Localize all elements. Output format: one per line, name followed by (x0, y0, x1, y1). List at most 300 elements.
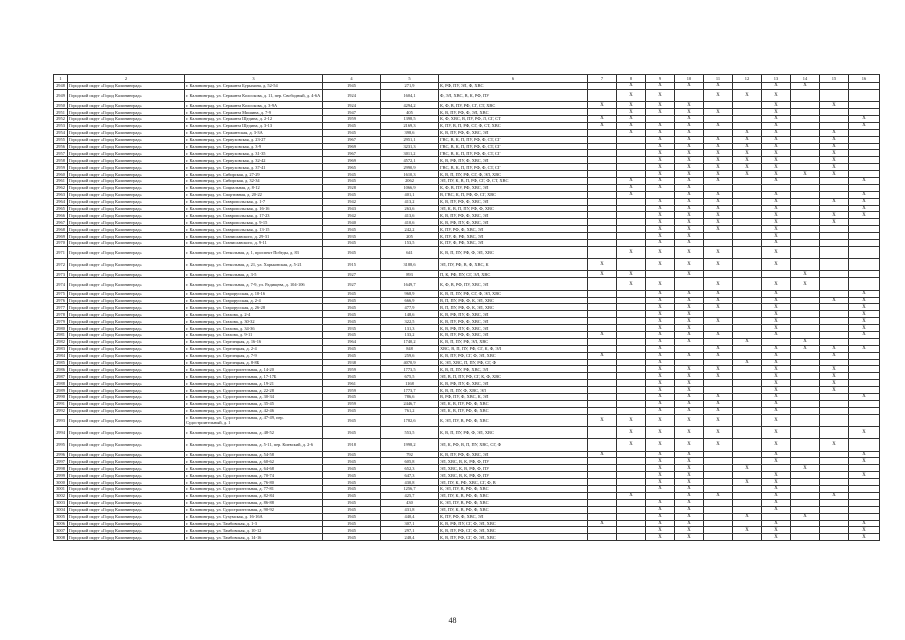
mark-cell (704, 380, 733, 387)
mark-cell: X (820, 373, 849, 380)
address-cell: г. Калининград, ул. Судостроительная, д. 82-84 (185, 492, 323, 499)
area-cell: 263,6 (381, 205, 439, 212)
elements-cell: Ф, ЭЛ, ХВС, В, К, РФ, ПУ (439, 89, 588, 101)
elements-cell: В, П, ПУ, РФ, Ф, К, ЭЛ, ХВС (439, 304, 588, 311)
row-number: 3005 (54, 513, 68, 520)
elements-cell: К, ПУ, Ф, РФ, ХВС, ЭЛ (439, 240, 588, 247)
mark-cell: X (646, 400, 675, 407)
housing-register-table (53, 74, 880, 541)
mark-cell: X (762, 290, 791, 297)
mark-cell (791, 191, 820, 198)
mark-cell (588, 486, 617, 493)
mark-cell: X (704, 150, 733, 157)
owner-cell: Городской округ «Город Калининград» (68, 400, 185, 407)
area-cell: 205 (381, 233, 439, 240)
address-cell: г. Калининград, ул. Судостроительная, д. 77-81 (185, 486, 323, 493)
address-cell: г. Калининград, ул. Стрелецкая, д. 16-16 (185, 338, 323, 345)
area-cell: 4070,9 (381, 359, 439, 366)
mark-cell (791, 177, 820, 184)
mark-cell (791, 304, 820, 311)
mark-cell (791, 115, 820, 122)
mark-cell (791, 520, 820, 527)
mark-cell (617, 332, 646, 339)
mark-cell (588, 506, 617, 513)
area-cell: 425,7 (381, 492, 439, 499)
mark-cell (791, 359, 820, 366)
owner-cell: Городской округ «Город Калининград» (68, 345, 185, 352)
address-cell: г. Калининград, ул. Судостроительная, д. 64-68 (185, 465, 323, 472)
owner-cell: Городской округ «Город Калининград» (68, 226, 185, 233)
area-cell: 1649,7 (381, 278, 439, 290)
elements-cell: ЭЛ, ПУ, К, В, РФ, Ф, ХВС (439, 492, 588, 499)
elements-cell: К, В, РФ, ПУ, Ф, ХВС, ЭЛ (439, 311, 588, 318)
mark-cell (820, 458, 849, 465)
mark-cell: X (617, 191, 646, 198)
mark-cell (704, 240, 733, 247)
mark-cell (791, 109, 820, 116)
area-cell: 1168 (381, 380, 439, 387)
area-cell: 553,5 (381, 427, 439, 439)
mark-cell: X (646, 387, 675, 394)
area-cell: 1998,2 (381, 439, 439, 451)
year-cell: 1945 (323, 513, 381, 520)
mark-cell: X (762, 387, 791, 394)
mark-cell: X (791, 171, 820, 178)
year-cell: 1945 (323, 240, 381, 247)
mark-cell: X (849, 318, 880, 325)
mark-cell (617, 143, 646, 150)
column-header: 11 (704, 75, 733, 83)
table-row (54, 311, 880, 318)
mark-cell: X (646, 89, 675, 101)
year-cell: 1942 (323, 212, 381, 219)
mark-cell: X (733, 465, 762, 472)
mark-cell (849, 259, 880, 271)
mark-cell: X (675, 259, 704, 271)
mark-cell: X (588, 115, 617, 122)
address-cell: г. Калининград, ул. Судостроительная, д. 14-20 (185, 366, 323, 373)
address-cell: г. Калининград, ул. Сержанта Щедина, д. 3-13 (185, 122, 323, 129)
mark-cell (791, 184, 820, 191)
elements-cell: К, ЭЛ, ПУ, В, РФ, Ф, ХВС (439, 414, 588, 426)
row-number: 2969 (54, 233, 68, 240)
mark-cell: X (646, 240, 675, 247)
elements-cell: В, П, ПУ, РФ, Ф, К, ЭЛ, ХВС (439, 297, 588, 304)
area-cell: 405 (381, 109, 439, 116)
owner-cell: Городской округ «Город Калининград» (68, 472, 185, 479)
row-number: 2953 (54, 122, 68, 129)
mark-cell (733, 290, 762, 297)
mark-cell (588, 318, 617, 325)
mark-cell (733, 233, 762, 240)
mark-cell: X (762, 212, 791, 219)
year-cell: 1945 (323, 345, 381, 352)
area-cell: 2169,3 (381, 122, 439, 129)
mark-cell (849, 271, 880, 278)
mark-cell: X (675, 513, 704, 520)
area-cell: 1610,3 (381, 171, 439, 178)
owner-cell: Городской округ «Город Калининград» (68, 499, 185, 506)
year-cell: 1945 (323, 246, 381, 258)
mark-cell (617, 311, 646, 318)
table-row (54, 520, 880, 527)
table-row (54, 527, 880, 534)
mark-cell (588, 212, 617, 219)
mark-cell (820, 259, 849, 271)
owner-cell: Городской округ «Город Калининград» (68, 115, 185, 122)
mark-cell: X (646, 184, 675, 191)
mark-cell (849, 465, 880, 472)
year-cell: 1945 (323, 520, 381, 527)
elements-cell: К, В, РФ, ПУ, СГ, Ф, ЭЛ, ХВС (439, 520, 588, 527)
row-number: 2985 (54, 359, 68, 366)
year-cell: 1927 (323, 278, 381, 290)
mark-cell (588, 373, 617, 380)
mark-cell (733, 297, 762, 304)
mark-cell (762, 465, 791, 472)
mark-cell (791, 499, 820, 506)
mark-cell (617, 486, 646, 493)
mark-cell (820, 506, 849, 513)
row-number: 2970 (54, 240, 68, 247)
mark-cell (791, 506, 820, 513)
mark-cell (704, 338, 733, 345)
owner-cell: Городской округ «Город Калининград» (68, 311, 185, 318)
mark-cell (820, 226, 849, 233)
mark-cell: X (820, 366, 849, 373)
area-cell: 3231,3 (381, 143, 439, 150)
mark-cell: X (704, 171, 733, 178)
row-number: 2950 (54, 102, 68, 109)
mark-cell (733, 427, 762, 439)
mark-cell: X (704, 366, 733, 373)
mark-cell (762, 338, 791, 345)
mark-cell: X (675, 109, 704, 116)
mark-cell: X (675, 297, 704, 304)
mark-cell (588, 407, 617, 414)
table-row (54, 226, 880, 233)
mark-cell: X (762, 246, 791, 258)
row-number: 2977 (54, 304, 68, 311)
mark-cell (820, 246, 849, 258)
mark-cell: X (617, 271, 646, 278)
mark-cell (791, 534, 820, 541)
mark-cell (704, 115, 733, 122)
mark-cell (588, 157, 617, 164)
mark-cell (704, 527, 733, 534)
mark-cell (733, 304, 762, 311)
owner-cell: Городской округ «Город Калининград» (68, 150, 185, 157)
mark-cell (617, 394, 646, 401)
mark-cell: X (617, 427, 646, 439)
mark-cell (733, 506, 762, 513)
mark-cell (733, 414, 762, 426)
mark-cell: X (849, 290, 880, 297)
mark-cell (617, 465, 646, 472)
table-row (54, 458, 880, 465)
elements-cell: К, В, РФ, ПУ, Ф, ХВС, ЭЛ (439, 157, 588, 164)
owner-cell: Городской округ «Город Калининград» (68, 534, 185, 541)
address-cell: г. Калининград, ул. Судостроительная, д. 22-28 (185, 387, 323, 394)
elements-cell: К, В, РФ, ПУ, Ф, ХВС, ЭЛ (439, 219, 588, 226)
column-header: 13 (762, 75, 791, 83)
table-row (54, 212, 880, 219)
address-cell: г. Калининград, ул. Судостроительная, д. 70-74 (185, 472, 323, 479)
address-cell: г. Калининград, ул. Судостроительная, д. 30-34 (185, 394, 323, 401)
owner-cell: Городской округ «Город Калининград» (68, 318, 185, 325)
area-cell: 2446,7 (381, 400, 439, 407)
owner-cell: Городской округ «Город Калининград» (68, 486, 185, 493)
mark-cell: X (762, 534, 791, 541)
year-cell: 1945 (323, 311, 381, 318)
mark-cell (588, 359, 617, 366)
mark-cell: X (762, 122, 791, 129)
area-cell: 477,9 (381, 304, 439, 311)
row-number: 2958 (54, 157, 68, 164)
mark-cell (704, 129, 733, 136)
year-cell: 1945 (323, 332, 381, 339)
address-cell: г. Калининград, ул. Судостроительная, д. 19-21 (185, 380, 323, 387)
mark-cell (791, 439, 820, 451)
owner-cell: Городской округ «Город Калининград» (68, 233, 185, 240)
mark-cell: X (675, 451, 704, 458)
table-row (54, 259, 880, 271)
mark-cell (733, 246, 762, 258)
row-number: 3006 (54, 520, 68, 527)
mark-cell: X (675, 492, 704, 499)
mark-cell (820, 191, 849, 198)
mark-cell: X (820, 439, 849, 451)
mark-cell (588, 297, 617, 304)
mark-cell: X (675, 226, 704, 233)
row-number: 2997 (54, 458, 68, 465)
mark-cell (820, 499, 849, 506)
table-row (54, 297, 880, 304)
mark-cell: X (646, 439, 675, 451)
elements-cell: К, В, П, ПУ, РФ, СГ, Ф, ЭЛ, ХВС (439, 290, 588, 297)
mark-cell (588, 171, 617, 178)
row-number: 2971 (54, 246, 68, 258)
elements-cell: ЭЛ, В, П, ПУ, РФ, СГ, К, Ф, ХВС (439, 373, 588, 380)
mark-cell: X (646, 157, 675, 164)
mark-cell (849, 338, 880, 345)
mark-cell (820, 290, 849, 297)
address-cell: г. Калининград, ул. Судостроительная, д. 42-46 (185, 407, 323, 414)
mark-cell (820, 304, 849, 311)
owner-cell: Городской округ «Город Калининград» (68, 205, 185, 212)
mark-cell: X (704, 400, 733, 407)
year-cell: 1967 (323, 136, 381, 143)
address-cell: г. Калининград, ул. Ставропольская, д. 16-16 (185, 205, 323, 212)
mark-cell (733, 191, 762, 198)
mark-cell: X (762, 439, 791, 451)
mark-cell (646, 191, 675, 198)
mark-cell: X (646, 129, 675, 136)
mark-cell (791, 102, 820, 109)
row-number: 2964 (54, 198, 68, 205)
mark-cell (617, 387, 646, 394)
mark-cell: X (762, 318, 791, 325)
area-cell: 968,9 (381, 290, 439, 297)
mark-cell (617, 352, 646, 359)
mark-cell: X (646, 83, 675, 90)
mark-cell: X (646, 109, 675, 116)
address-cell: г. Калининград, ул. Стахова, д. 9-11 (185, 332, 323, 339)
row-number: 2966 (54, 212, 68, 219)
mark-cell: X (704, 122, 733, 129)
mark-cell: X (675, 240, 704, 247)
year-cell: 1945 (323, 171, 381, 178)
mark-cell (617, 359, 646, 366)
mark-cell: X (704, 246, 733, 258)
area-cell: 307,1 (381, 520, 439, 527)
elements-cell: ЭЛ, ХВС, В, К, РФ, Ф, ПУ (439, 458, 588, 465)
elements-cell: К, В, ПУ, РФ, Ф, ХВС, ЭЛ (439, 129, 588, 136)
row-number: 3002 (54, 492, 68, 499)
mark-cell: X (588, 102, 617, 109)
mark-cell: X (762, 83, 791, 90)
mark-cell (820, 122, 849, 129)
mark-cell (588, 439, 617, 451)
mark-cell: X (704, 143, 733, 150)
table-row (54, 414, 880, 426)
table-body (54, 83, 880, 541)
table-row (54, 129, 880, 136)
mark-cell: X (646, 499, 675, 506)
mark-cell: X (617, 109, 646, 116)
year-cell: 1942 (323, 198, 381, 205)
year-cell: 1945 (323, 506, 381, 513)
mark-cell: X (675, 122, 704, 129)
owner-cell: Городской округ «Город Калининград» (68, 387, 185, 394)
owner-cell: Городской округ «Город Калининград» (68, 492, 185, 499)
mark-cell (820, 359, 849, 366)
mark-cell (820, 205, 849, 212)
mark-cell: X (675, 271, 704, 278)
address-cell: г. Калининград, ул. Сержанта Щедина, д. 2-12 (185, 115, 323, 122)
mark-cell: X (704, 157, 733, 164)
mark-cell: X (675, 400, 704, 407)
mark-cell (617, 407, 646, 414)
elements-cell: К, ЭЛ, ХВС, П, ПУ, РФ, СГ, Ф (439, 359, 588, 366)
mark-cell: X (704, 191, 733, 198)
mark-cell: X (849, 191, 880, 198)
year-cell: 1945 (323, 492, 381, 499)
address-cell: г. Калининград, ул. Серпуховская, д. 31-35 (185, 150, 323, 157)
mark-cell (617, 458, 646, 465)
mark-cell (733, 534, 762, 541)
year-cell: 1945 (323, 407, 381, 414)
table-row (54, 380, 880, 387)
mark-cell (820, 534, 849, 541)
mark-cell (617, 157, 646, 164)
mark-cell (617, 513, 646, 520)
mark-cell (791, 451, 820, 458)
year-cell: 1959 (323, 366, 381, 373)
mark-cell (849, 439, 880, 451)
mark-cell: X (849, 534, 880, 541)
area-cell: 2951,1 (381, 136, 439, 143)
mark-cell (733, 184, 762, 191)
mark-cell: X (675, 164, 704, 171)
mark-cell (704, 458, 733, 465)
mark-cell (820, 451, 849, 458)
mark-cell (733, 83, 762, 90)
area-cell: 1256,7 (381, 486, 439, 493)
mark-cell: X (849, 177, 880, 184)
mark-cell: X (675, 311, 704, 318)
mark-cell: X (733, 164, 762, 171)
row-number: 2983 (54, 345, 68, 352)
row-number: 2979 (54, 318, 68, 325)
area-cell: 848 (381, 345, 439, 352)
row-number: 2988 (54, 380, 68, 387)
mark-cell: X (849, 198, 880, 205)
mark-cell (617, 345, 646, 352)
mark-cell: X (762, 102, 791, 109)
mark-cell (791, 527, 820, 534)
mark-cell (733, 332, 762, 339)
mark-cell (588, 311, 617, 318)
mark-cell: X (675, 352, 704, 359)
mark-cell (704, 520, 733, 527)
owner-cell: Городской округ «Город Калининград» (68, 83, 185, 90)
column-header: 2 (68, 75, 185, 83)
mark-cell (588, 219, 617, 226)
mark-cell (646, 271, 675, 278)
mark-cell (704, 271, 733, 278)
address-cell: г. Калининград, ул. Сибирская, д. 32-34 (185, 177, 323, 184)
owner-cell: Городской округ «Город Калининград» (68, 177, 185, 184)
year-cell: 1945 (323, 129, 381, 136)
area-cell: 131,3 (381, 325, 439, 332)
address-cell: г. Калининград, ул. Судостроительная, д. 90-92 (185, 506, 323, 513)
year-cell: 1965 (323, 164, 381, 171)
mark-cell (617, 527, 646, 534)
mark-cell (791, 400, 820, 407)
mark-cell (791, 297, 820, 304)
address-cell: г. Калининград, ул. Стекольная, д. 3-5 (185, 271, 323, 278)
area-cell: 1773,5 (381, 366, 439, 373)
mark-cell (791, 219, 820, 226)
mark-cell (733, 278, 762, 290)
address-cell: г. Калининград, ул. Сержанта Колоскова, д. 3-9А (185, 102, 323, 109)
table-row (54, 345, 880, 352)
mark-cell: X (646, 304, 675, 311)
elements-cell: ГВС, В, К, П, ПУ, РФ, Ф, СТ, СГ (439, 143, 588, 150)
mark-cell (617, 212, 646, 219)
mark-cell (733, 271, 762, 278)
mark-cell: X (704, 318, 733, 325)
mark-cell: X (849, 427, 880, 439)
owner-cell: Городской округ «Город Калининград» (68, 458, 185, 465)
mark-cell: X (675, 338, 704, 345)
mark-cell (791, 492, 820, 499)
page-number: 48 (448, 616, 457, 625)
row-number: 2948 (54, 83, 68, 90)
table-row (54, 359, 880, 366)
mark-cell (733, 205, 762, 212)
mark-cell: X (733, 143, 762, 150)
mark-cell: X (704, 212, 733, 219)
mark-cell: X (820, 492, 849, 499)
table-row (54, 373, 880, 380)
mark-cell: X (675, 414, 704, 426)
mark-cell: X (646, 451, 675, 458)
mark-cell (617, 520, 646, 527)
address-cell: г. Калининград, ул. Ставропольская, д. 9-15 (185, 219, 323, 226)
mark-cell: X (762, 205, 791, 212)
